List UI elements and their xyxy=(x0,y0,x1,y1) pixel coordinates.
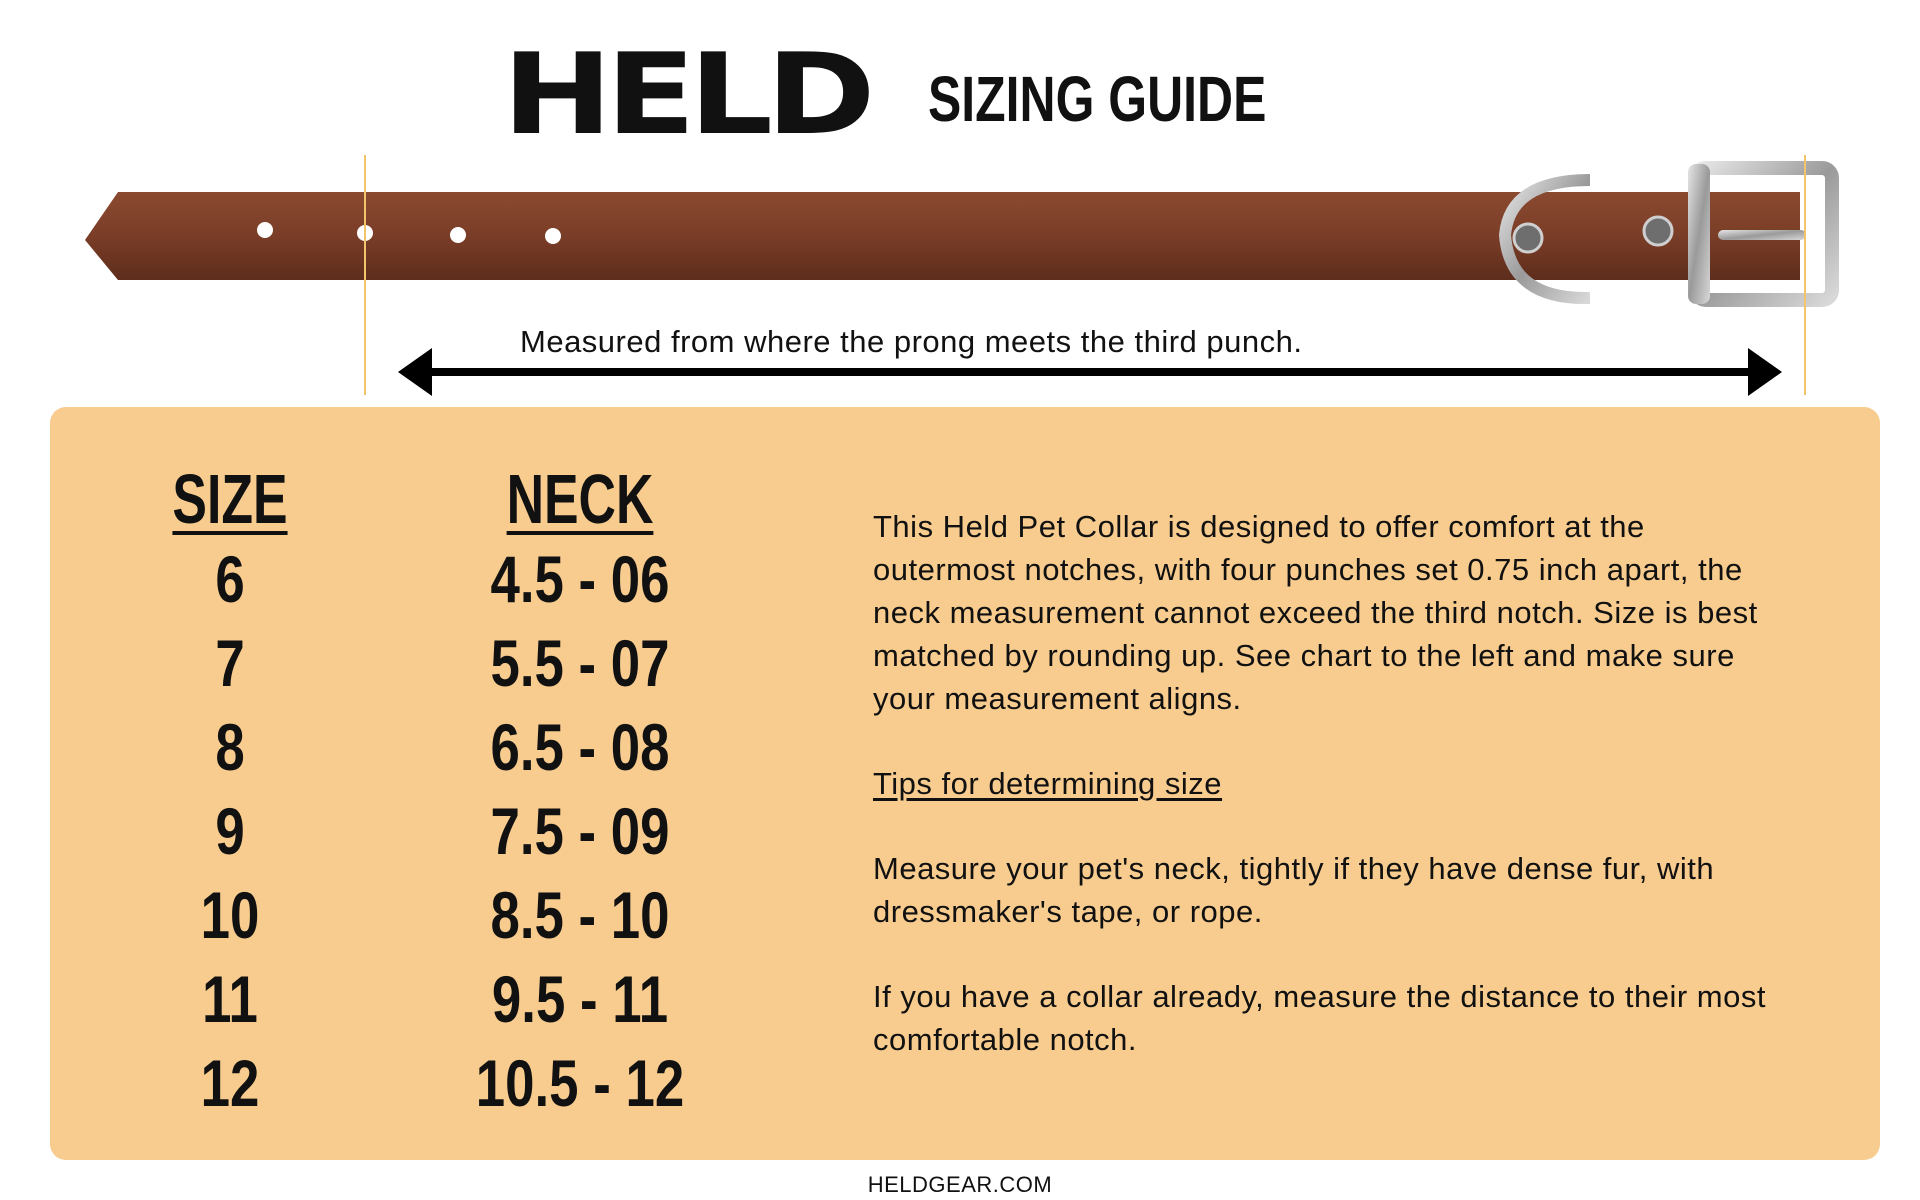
collar-illustration xyxy=(0,140,1920,320)
punch-hole-4 xyxy=(545,228,561,244)
tips-heading: Tips for determining size xyxy=(873,766,1223,801)
rivet-1 xyxy=(1514,224,1542,252)
size-value: 11 xyxy=(202,962,258,1036)
guide-line-right xyxy=(1804,155,1806,395)
tip-measure-neck: Measure your pet's neck, tightly if they have dense fur, with dressmaker's tape, or rope. xyxy=(873,851,1715,929)
neck-value: 9.5 - 11 xyxy=(491,962,669,1036)
neck-value: 8.5 - 10 xyxy=(490,878,670,952)
page-title: SIZING GUIDE xyxy=(928,63,1267,135)
buckle-roller xyxy=(1688,164,1710,304)
guide-line-left xyxy=(364,155,366,395)
rivet-2 xyxy=(1644,217,1672,245)
neck-value: 7.5 - 09 xyxy=(490,794,670,868)
tip-existing-collar: If you have a collar already, measure the distance to their most comfortable notch. xyxy=(873,979,1766,1057)
buckle-prong xyxy=(1718,230,1806,240)
size-value: 6 xyxy=(215,542,245,616)
description-block xyxy=(873,505,1793,1103)
neck-column-header: NECK xyxy=(506,460,654,538)
size-value: 10 xyxy=(200,878,260,952)
neck-value: 5.5 - 07 xyxy=(490,626,670,700)
size-value: 12 xyxy=(200,1046,260,1120)
punch-hole-1 xyxy=(257,222,273,238)
size-value: 9 xyxy=(215,794,245,868)
header xyxy=(0,30,1920,160)
measure-arrow xyxy=(398,344,1782,400)
description-text: This Held Pet Collar is designed to offer comfort at the outermost notches, with four punches set 0.75 inch apart, the neck measurement cannot exceed the third notch. Size is best matched by rounding up. See chart to the left and make sure your measurement aligns. xyxy=(873,509,1758,716)
punch-hole-3 xyxy=(450,227,466,243)
held-logo: HELD xyxy=(501,30,869,160)
neck-value: 6.5 - 08 xyxy=(490,710,670,784)
sizing-panel xyxy=(50,407,1880,1160)
neck-value: 10.5 - 12 xyxy=(475,1046,685,1120)
measure-caption: Measured from where the prong meets the third punch. xyxy=(520,324,1303,359)
size-value: 7 xyxy=(215,626,245,700)
size-value: 8 xyxy=(215,710,245,784)
footer-url: HELDGEAR.COM xyxy=(867,1172,1053,1197)
neck-value: 4.5 - 06 xyxy=(490,542,670,616)
size-column-header: SIZE xyxy=(172,460,288,538)
